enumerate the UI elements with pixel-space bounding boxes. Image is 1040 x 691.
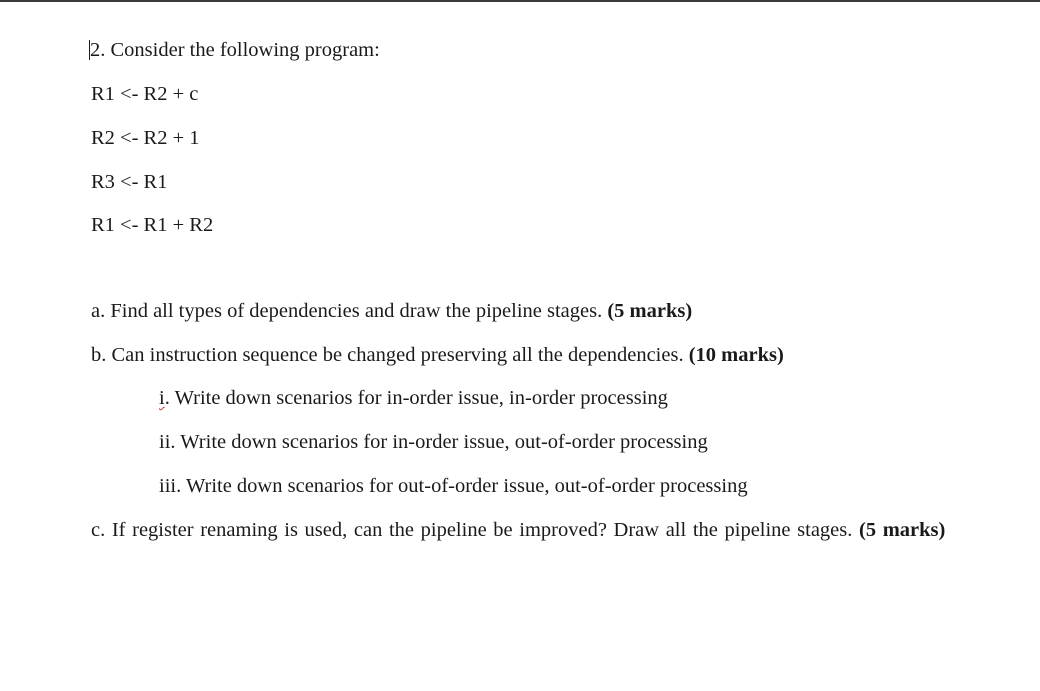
part-b-subpart-iii: iii. Write down scenarios for out-of-order issue, out-of-order processing (159, 475, 748, 497)
part-b-subpart-i (159, 386, 668, 410)
question-title: 2. Consider the following program: (90, 39, 380, 61)
part-a (91, 299, 692, 323)
subpart-i-numeral: i (159, 387, 165, 409)
program-line-2: R2 <- R2 + 1 (91, 127, 200, 149)
subpart-i-text: . Write down scenarios for in-order issue, in-order processing (164, 387, 668, 409)
part-b (91, 343, 784, 367)
part-b-text: b. Can instruction sequence be changed preserving all the dependencies. (91, 344, 689, 366)
part-b-marks: (10 marks) (688, 344, 784, 366)
part-b-subpart-ii: ii. Write down scenarios for in-order issue, out-of-order processing (159, 431, 708, 453)
part-c (91, 515, 983, 546)
program-line-1: R1 <- R2 + c (91, 83, 199, 105)
part-a-text: a. Find all types of dependencies and draw the pipeline stages. (91, 300, 608, 322)
part-c-marks: (5 marks) (859, 519, 946, 541)
part-a-marks: (5 marks) (607, 300, 693, 322)
program-line-4: R1 <- R1 + R2 (91, 214, 214, 236)
part-c-text: c. If register renaming is used, can the pipeline be improved? Draw all the pipeline stages. (91, 519, 860, 541)
program-line-3: R3 <- R1 (91, 171, 168, 193)
